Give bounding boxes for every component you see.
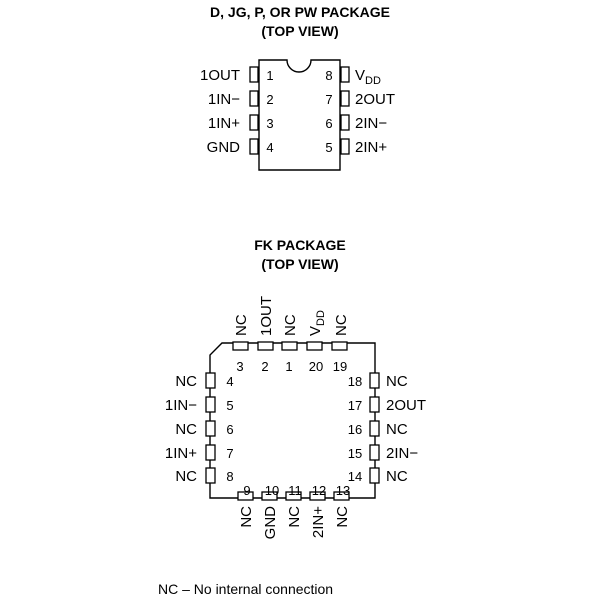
footnote: NC – No internal connection (158, 581, 334, 597)
fk-title: FK PACKAGE (254, 237, 346, 253)
pin-label-vdd: $V_{DD}$ (307, 310, 327, 336)
pin-number: 14 (347, 469, 363, 484)
pin-number: 7 (325, 92, 333, 107)
pin-pad (250, 115, 258, 130)
pin-pad (370, 421, 379, 436)
fk-bottom-pin (310, 483, 327, 538)
pin-label: NC (175, 421, 197, 438)
dip-title: D, JG, P, OR PW PACKAGE (210, 4, 390, 20)
pin-pad (206, 397, 215, 412)
pin-number: 8 (325, 68, 333, 83)
pin-number: 16 (347, 422, 363, 437)
fk-right-pin (348, 373, 408, 390)
pin-number: 5 (226, 398, 234, 413)
pin-number: 12 (311, 483, 327, 498)
pin-number: 1 (285, 359, 293, 374)
pin-number: 13 (335, 483, 351, 498)
pin-label: 1OUT (258, 295, 275, 336)
pin-number: 3 (266, 116, 274, 131)
pin-pad (206, 373, 215, 388)
fk-subtitle: (TOP VIEW) (261, 256, 339, 272)
pin-number: 2 (261, 359, 269, 374)
dip-package (200, 4, 395, 170)
fk-right-pin (348, 445, 419, 462)
pin-label: NC (386, 468, 408, 485)
pin-label: NC (282, 314, 299, 336)
pin-label: NC (238, 506, 255, 528)
fk-right-pin (348, 421, 408, 438)
pin-pad (206, 468, 215, 483)
pin-number: 6 (325, 116, 333, 131)
pin-label: GND (262, 506, 279, 540)
pin-label: 2OUT (355, 91, 396, 108)
pin-label: NC (333, 314, 350, 336)
pin-number: 20 (308, 359, 324, 374)
pin-pad (250, 139, 258, 154)
pin-pad (206, 421, 215, 436)
pin-number: 1 (266, 68, 274, 83)
pin-number: 18 (347, 374, 363, 389)
dip-subtitle: (TOP VIEW) (261, 23, 339, 39)
pin-label: 1IN− (164, 397, 197, 414)
pin-pad (258, 342, 273, 350)
pin-number: 8 (226, 469, 234, 484)
pin-pad (341, 67, 349, 82)
fk-right-pin (348, 468, 408, 485)
pin-number: 10 (264, 483, 280, 498)
pin-pad (370, 468, 379, 483)
pin-label: NC (386, 373, 408, 390)
fk-right-pin (348, 397, 426, 414)
pin-number: 4 (226, 374, 234, 389)
pin-label: NC (386, 421, 408, 438)
pin-pad (250, 91, 258, 106)
pin-label: 1IN+ (164, 445, 197, 462)
pin-pad (250, 67, 258, 82)
pin-pad (341, 139, 349, 154)
pin-label: 2IN− (386, 445, 419, 462)
pin-pad (307, 342, 322, 350)
pin-number: 2 (266, 92, 274, 107)
fk-bottom-pin (334, 483, 351, 528)
pin-pad (370, 397, 379, 412)
pin-pad (206, 445, 215, 460)
pin-label: 1IN+ (207, 115, 240, 132)
pin-label: NC (286, 506, 303, 528)
pin-label-vdd: $V_{DD}$ (355, 67, 381, 87)
pin-label: 2IN− (355, 115, 388, 132)
fk-bottom-pin (262, 483, 279, 539)
pin-pad (282, 342, 297, 350)
pin-label: 2OUT (386, 397, 427, 414)
pin-label: NC (233, 314, 250, 336)
pin-number: 19 (332, 359, 348, 374)
pin-pad (370, 373, 379, 388)
pin-label: 2IN+ (355, 139, 388, 156)
pin-label: NC (175, 468, 197, 485)
pin-number: 9 (243, 483, 251, 498)
pin-pad (341, 115, 349, 130)
pin-pad (332, 342, 347, 350)
pin-number: 6 (226, 422, 234, 437)
pin-pad (370, 445, 379, 460)
fk-package (165, 237, 426, 539)
pin-label: 1IN− (207, 91, 240, 108)
pin-label: NC (175, 373, 197, 390)
pin-number: 3 (236, 359, 244, 374)
pin-label: 2IN+ (310, 506, 327, 539)
pin-number: 11 (288, 483, 302, 498)
pin-number: 7 (226, 446, 234, 461)
pin-pad (233, 342, 248, 350)
pin-number: 15 (347, 446, 363, 461)
pin-label: NC (334, 506, 351, 528)
pin-label: GND (206, 139, 240, 156)
fk-bottom-pin (286, 483, 303, 528)
pin-number: 17 (347, 398, 363, 413)
pin-pad (341, 91, 349, 106)
pin-label: 1OUT (199, 67, 240, 84)
pin-number: 5 (325, 140, 333, 155)
pin-number: 4 (266, 140, 274, 155)
